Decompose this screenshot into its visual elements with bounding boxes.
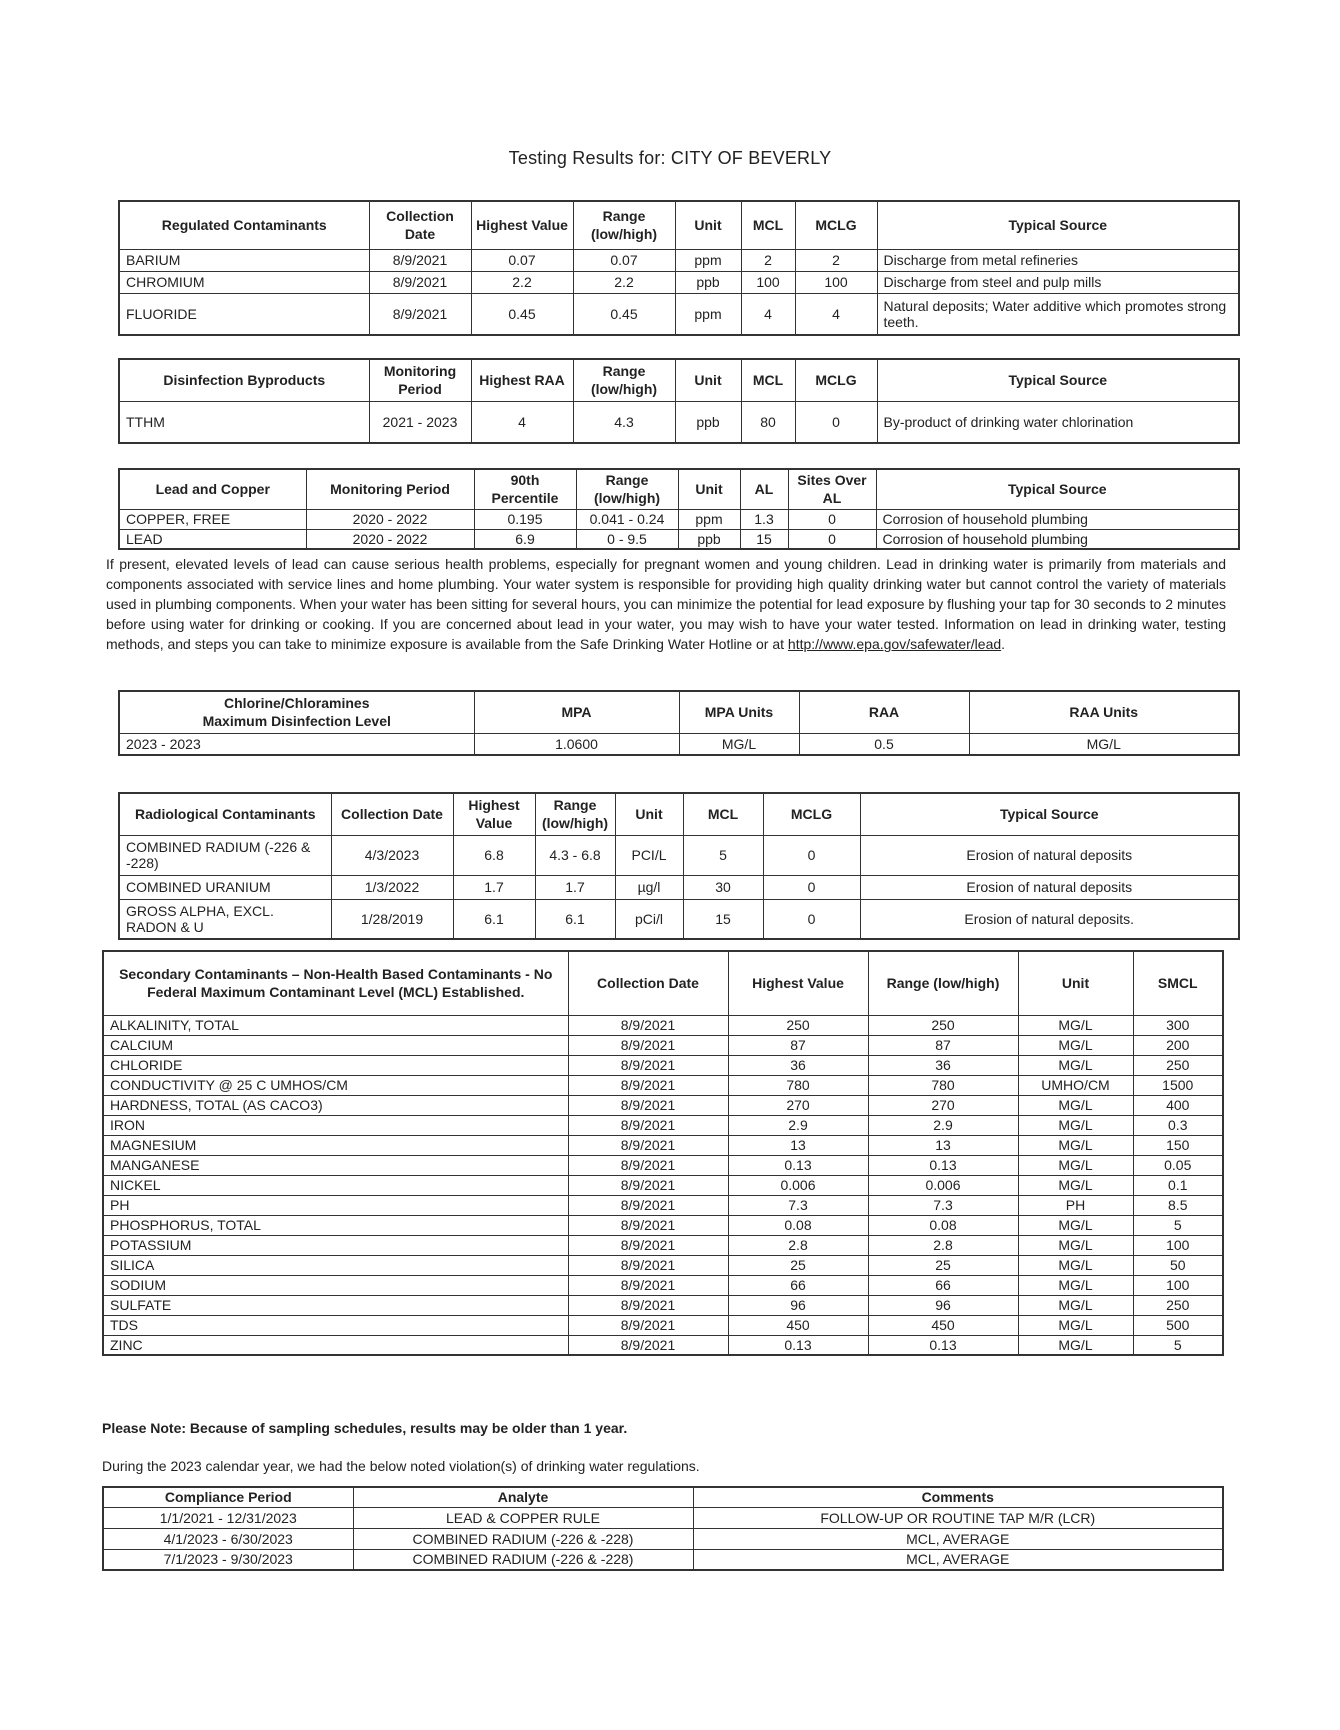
lead-copper-table <box>118 468 1240 550</box>
regulated-contaminants-table <box>118 200 1240 336</box>
table-cell: 8/9/2021 <box>568 1255 728 1275</box>
table-row <box>103 1075 1223 1095</box>
table-cell: 0.13 <box>728 1155 868 1175</box>
table-cell: CHROMIUM <box>119 271 369 293</box>
table-cell: 0 <box>795 401 877 443</box>
table-cell: 150 <box>1133 1135 1223 1155</box>
table-cell: 66 <box>728 1275 868 1295</box>
table-row <box>103 1155 1223 1175</box>
table-cell: Erosion of natural deposits <box>860 875 1239 899</box>
table-cell: 2023 - 2023 <box>119 733 474 755</box>
table-cell: 100 <box>1133 1235 1223 1255</box>
table-cell: 15 <box>740 529 788 549</box>
table-row <box>119 509 1239 529</box>
table-cell: 250 <box>868 1015 1018 1035</box>
table-row <box>119 835 1239 875</box>
table-cell: MG/L <box>1018 1255 1133 1275</box>
table-cell: MG/L <box>1018 1335 1133 1355</box>
table-cell: 0.041 - 0.24 <box>576 509 678 529</box>
table-row <box>119 401 1239 443</box>
epa-lead-link[interactable]: http://www.epa.gov/safewater/lead <box>787 636 1002 652</box>
table-cell: TTHM <box>119 401 369 443</box>
table-cell: 8/9/2021 <box>568 1035 728 1055</box>
table-cell: 2 <box>741 249 795 271</box>
table-cell: 0.07 <box>471 249 573 271</box>
column-header: Highest Value <box>471 201 573 249</box>
table-cell: 8.5 <box>1133 1195 1223 1215</box>
column-header: Unit <box>675 201 741 249</box>
table-cell: Corrosion of household plumbing <box>876 529 1239 549</box>
table-header-row <box>103 1487 1223 1507</box>
column-header: Comments <box>693 1487 1223 1507</box>
table-cell: 0.006 <box>868 1175 1018 1195</box>
table-cell: 500 <box>1133 1315 1223 1335</box>
table-row <box>103 1015 1223 1035</box>
column-header: Collection Date <box>568 951 728 1015</box>
table-header-row <box>119 691 1239 733</box>
column-header: MCLG <box>795 201 877 249</box>
table-cell: 0.45 <box>471 293 573 335</box>
table-cell: 4 <box>471 401 573 443</box>
table-cell: 8/9/2021 <box>568 1335 728 1355</box>
table-cell: 36 <box>728 1055 868 1075</box>
table-cell: 7.3 <box>868 1195 1018 1215</box>
lead-note-text: If present, elevated levels of lead can cause serious health problems, especially for pregnant women and young children. Lead in drinking water is primarily from materials and components associated with service lines and home plumbing. Your water system is responsible for providing high quality drinking water but cannot control the variety of materials used in plumbing components. When your water has been sitting for several hours, you can minimize the potential for lead exposure by flushing your tap for 30 seconds to 2 minutes before using water for drinking or cooking. If you are concerned about lead in your water, you may wish to have your water tested. Information on lead in drinking water, testing methods, and steps you can take to minimize exposure is available from the Safe Drinking Water Hotline or at <box>106 556 1226 652</box>
table-cell: 4 <box>795 293 877 335</box>
table-cell: µg/l <box>615 875 683 899</box>
table-row <box>119 733 1239 755</box>
table-cell: 200 <box>1133 1035 1223 1055</box>
table-cell: MCL, AVERAGE <box>693 1528 1223 1549</box>
table-cell: COMBINED RADIUM (-226 & -228) <box>353 1528 693 1549</box>
table-cell: SILICA <box>103 1255 568 1275</box>
table-row <box>103 1215 1223 1235</box>
table-cell: BARIUM <box>119 249 369 271</box>
table-row <box>103 1549 1223 1570</box>
table-cell: 8/9/2021 <box>568 1075 728 1095</box>
table-cell: 66 <box>868 1275 1018 1295</box>
column-header: Sites Over AL <box>788 469 876 509</box>
violations-table <box>102 1486 1224 1571</box>
column-header: Range (low/high) <box>573 359 675 401</box>
table-cell: 5 <box>1133 1335 1223 1355</box>
column-header: AL <box>740 469 788 509</box>
table-cell: 250 <box>728 1015 868 1035</box>
table-cell: MG/L <box>1018 1215 1133 1235</box>
table-cell: 5 <box>1133 1215 1223 1235</box>
table-cell: 0.13 <box>868 1155 1018 1175</box>
table-cell: CHLORIDE <box>103 1055 568 1075</box>
table-header-row <box>119 359 1239 401</box>
table-cell: Discharge from steel and pulp mills <box>877 271 1239 293</box>
table-row <box>103 1115 1223 1135</box>
table-cell: 8/9/2021 <box>568 1235 728 1255</box>
column-header: Secondary Contaminants – Non-Health Based Contaminants - No Federal Maximum Contaminant Level (MCL) Established. <box>103 951 568 1015</box>
table-cell: 0.006 <box>728 1175 868 1195</box>
table-cell: 8/9/2021 <box>568 1015 728 1035</box>
table-cell: MG/L <box>1018 1135 1133 1155</box>
table-cell: 8/9/2021 <box>568 1175 728 1195</box>
table-cell: 8/9/2021 <box>568 1315 728 1335</box>
column-header: SMCL <box>1133 951 1223 1015</box>
table-cell: MG/L <box>1018 1315 1133 1335</box>
table-cell: 15 <box>683 899 763 939</box>
page-title: Testing Results for: CITY OF BEVERLY <box>508 148 832 168</box>
table-cell: 8/9/2021 <box>369 271 471 293</box>
table-row <box>103 1507 1223 1528</box>
table-cell: 0.08 <box>728 1215 868 1235</box>
table-cell: 4/1/2023 - 6/30/2023 <box>103 1528 353 1549</box>
column-header: Radiological Contaminants <box>119 793 331 835</box>
column-header: Range (low/high) <box>868 951 1018 1015</box>
table-cell: 0.08 <box>868 1215 1018 1235</box>
table-cell: MG/L <box>969 733 1239 755</box>
table-cell: 250 <box>1133 1055 1223 1075</box>
table-row <box>103 1195 1223 1215</box>
table-row <box>103 1235 1223 1255</box>
table-cell: 2020 - 2022 <box>306 509 474 529</box>
table-cell: 270 <box>728 1095 868 1115</box>
column-header: Chlorine/Chloramines Maximum Disinfection Level <box>119 691 474 733</box>
table-cell: 6.1 <box>453 899 535 939</box>
table-cell: 2.2 <box>573 271 675 293</box>
column-header: Monitoring Period <box>369 359 471 401</box>
table-cell: 0 <box>763 899 860 939</box>
table-cell: Natural deposits; Water additive which promotes strong teeth. <box>877 293 1239 335</box>
table-cell: 8/9/2021 <box>369 249 471 271</box>
table-cell: 6.8 <box>453 835 535 875</box>
table-cell: SODIUM <box>103 1275 568 1295</box>
table-cell: 96 <box>868 1295 1018 1315</box>
table-cell: 1.7 <box>453 875 535 899</box>
table-cell: MG/L <box>1018 1095 1133 1115</box>
table-cell: MCL, AVERAGE <box>693 1549 1223 1570</box>
column-header: Disinfection Byproducts <box>119 359 369 401</box>
table-cell: LEAD <box>119 529 306 549</box>
table-cell: HARDNESS, TOTAL (AS CACO3) <box>103 1095 568 1115</box>
table-cell: MAGNESIUM <box>103 1135 568 1155</box>
table-cell: 2 <box>795 249 877 271</box>
table-cell: 0.05 <box>1133 1155 1223 1175</box>
column-header: Unit <box>675 359 741 401</box>
table-cell: Erosion of natural deposits. <box>860 899 1239 939</box>
table-cell: Erosion of natural deposits <box>860 835 1239 875</box>
column-header: RAA <box>799 691 969 733</box>
table-header-row <box>119 201 1239 249</box>
table-cell: 36 <box>868 1055 1018 1075</box>
table-cell: PCI/L <box>615 835 683 875</box>
table-row <box>103 1335 1223 1355</box>
table-row <box>119 529 1239 549</box>
table-cell: 13 <box>728 1135 868 1155</box>
table-cell: 8/9/2021 <box>568 1115 728 1135</box>
table-cell: 0 <box>763 835 860 875</box>
column-header: Collection Date <box>331 793 453 835</box>
table-cell: ALKALINITY, TOTAL <box>103 1015 568 1035</box>
column-header: Typical Source <box>860 793 1239 835</box>
table-cell: ppm <box>675 249 741 271</box>
column-header: Typical Source <box>877 359 1239 401</box>
radiological-contaminants-table <box>118 792 1240 940</box>
table-row <box>119 875 1239 899</box>
table-cell: 4/3/2023 <box>331 835 453 875</box>
table-cell: GROSS ALPHA, EXCL. RADON & U <box>119 899 331 939</box>
column-header: MCLG <box>795 359 877 401</box>
table-cell: 7.3 <box>728 1195 868 1215</box>
table-cell: 400 <box>1133 1095 1223 1115</box>
column-header: Unit <box>1018 951 1133 1015</box>
table-row <box>103 1255 1223 1275</box>
table-cell: 6.9 <box>474 529 576 549</box>
table-row <box>103 1095 1223 1115</box>
table-cell: 4 <box>741 293 795 335</box>
violations-intro-text: During the 2023 calendar year, we had the below noted violation(s) of drinking water regulations. <box>102 1458 700 1474</box>
table-cell: MG/L <box>1018 1055 1133 1075</box>
table-header-row <box>103 951 1223 1015</box>
table-row <box>103 1055 1223 1075</box>
table-cell: FOLLOW-UP OR ROUTINE TAP M/R (LCR) <box>693 1507 1223 1528</box>
column-header: Lead and Copper <box>119 469 306 509</box>
column-header: Highest Value <box>728 951 868 1015</box>
table-row <box>103 1275 1223 1295</box>
table-row <box>103 1528 1223 1549</box>
table-cell: 8/9/2021 <box>568 1275 728 1295</box>
table-cell: By-product of drinking water chlorination <box>877 401 1239 443</box>
table-cell: 2020 - 2022 <box>306 529 474 549</box>
table-cell: MG/L <box>679 733 799 755</box>
column-header: Range (low/high) <box>535 793 615 835</box>
table-cell: 1.3 <box>740 509 788 529</box>
table-cell: 5 <box>683 835 763 875</box>
table-cell: 2.9 <box>728 1115 868 1135</box>
table-cell: MG/L <box>1018 1295 1133 1315</box>
table-cell: 450 <box>868 1315 1018 1335</box>
table-cell: MANGANESE <box>103 1155 568 1175</box>
violations-intro <box>102 1456 1222 1476</box>
table-cell: SULFATE <box>103 1295 568 1315</box>
table-cell: 100 <box>795 271 877 293</box>
chlorine-chloramines-table <box>118 690 1240 756</box>
table-cell: 2.9 <box>868 1115 1018 1135</box>
table-cell: NICKEL <box>103 1175 568 1195</box>
table-cell: LEAD & COPPER RULE <box>353 1507 693 1528</box>
table-row <box>119 271 1239 293</box>
secondary-table-body <box>103 1015 1223 1355</box>
table-cell: PH <box>103 1195 568 1215</box>
table-cell: ppb <box>675 271 741 293</box>
column-header: Unit <box>678 469 740 509</box>
table-cell: 0 <box>788 529 876 549</box>
table-cell: MG/L <box>1018 1175 1133 1195</box>
table-cell: pCi/l <box>615 899 683 939</box>
table-cell: 250 <box>1133 1295 1223 1315</box>
table-cell: 8/9/2021 <box>369 293 471 335</box>
table-header-row <box>119 469 1239 509</box>
table-cell: 13 <box>868 1135 1018 1155</box>
table-cell: MG/L <box>1018 1035 1133 1055</box>
table-row <box>119 249 1239 271</box>
table-cell: 450 <box>728 1315 868 1335</box>
table-row <box>103 1175 1223 1195</box>
table-row <box>103 1315 1223 1335</box>
table-cell: MG/L <box>1018 1015 1133 1035</box>
column-header: MCLG <box>763 793 860 835</box>
table-row <box>119 899 1239 939</box>
table-cell: 0.13 <box>728 1335 868 1355</box>
column-header: Typical Source <box>876 469 1239 509</box>
table-row <box>103 1135 1223 1155</box>
table-cell: COMBINED URANIUM <box>119 875 331 899</box>
table-row <box>119 293 1239 335</box>
table-cell: 1/3/2022 <box>331 875 453 899</box>
column-header: MPA <box>474 691 679 733</box>
table-cell: 8/9/2021 <box>568 1055 728 1075</box>
table-cell: FLUORIDE <box>119 293 369 335</box>
table-cell: 2.8 <box>728 1235 868 1255</box>
table-cell: 0 - 9.5 <box>576 529 678 549</box>
column-header: MPA Units <box>679 691 799 733</box>
column-header: Highest Value <box>453 793 535 835</box>
table-row <box>103 1295 1223 1315</box>
table-cell: Discharge from metal refineries <box>877 249 1239 271</box>
table-cell: 0.07 <box>573 249 675 271</box>
table-cell: MG/L <box>1018 1115 1133 1135</box>
table-cell: COMBINED RADIUM (-226 & -228) <box>353 1549 693 1570</box>
table-cell: 25 <box>868 1255 1018 1275</box>
table-cell: TDS <box>103 1315 568 1335</box>
table-cell: 0 <box>763 875 860 899</box>
table-cell: MG/L <box>1018 1275 1133 1295</box>
table-cell: 6.1 <box>535 899 615 939</box>
table-cell: 87 <box>728 1035 868 1055</box>
secondary-contaminants-table <box>102 950 1224 1356</box>
table-cell: 1.0600 <box>474 733 679 755</box>
table-cell: 0 <box>788 509 876 529</box>
column-header: MCL <box>741 201 795 249</box>
table-cell: 8/9/2021 <box>568 1155 728 1175</box>
table-cell: 8/9/2021 <box>568 1135 728 1155</box>
table-cell: 50 <box>1133 1255 1223 1275</box>
table-cell: ppb <box>675 401 741 443</box>
table-cell: POTASSIUM <box>103 1235 568 1255</box>
column-header: 90th Percentile <box>474 469 576 509</box>
table-cell: 0.13 <box>868 1335 1018 1355</box>
table-cell: UMHO/CM <box>1018 1075 1133 1095</box>
table-cell: 300 <box>1133 1015 1223 1035</box>
please-note-text: Please Note: Because of sampling schedules, results may be older than 1 year. <box>102 1420 628 1436</box>
table-cell: 8/9/2021 <box>568 1095 728 1115</box>
table-cell: ZINC <box>103 1335 568 1355</box>
table-cell: 8/9/2021 <box>568 1195 728 1215</box>
table-cell: 1/28/2019 <box>331 899 453 939</box>
table-cell: 0.195 <box>474 509 576 529</box>
column-header: Typical Source <box>877 201 1239 249</box>
table-cell: 1500 <box>1133 1075 1223 1095</box>
table-cell: 96 <box>728 1295 868 1315</box>
column-header: Regulated Contaminants <box>119 201 369 249</box>
column-header: MCL <box>741 359 795 401</box>
table-cell: 780 <box>868 1075 1018 1095</box>
table-cell: 270 <box>868 1095 1018 1115</box>
column-header: MCL <box>683 793 763 835</box>
table-cell: 87 <box>868 1035 1018 1055</box>
table-cell: 2.8 <box>868 1235 1018 1255</box>
table-cell: 2021 - 2023 <box>369 401 471 443</box>
table-cell: 80 <box>741 401 795 443</box>
table-row <box>103 1035 1223 1055</box>
column-header: Range (low/high) <box>576 469 678 509</box>
column-header: Monitoring Period <box>306 469 474 509</box>
table-cell: 0.1 <box>1133 1175 1223 1195</box>
column-header: Unit <box>615 793 683 835</box>
table-cell: ppm <box>678 509 740 529</box>
disinfection-byproducts-table <box>118 358 1240 444</box>
table-cell: MG/L <box>1018 1235 1133 1255</box>
table-cell: 780 <box>728 1075 868 1095</box>
column-header: Collection Date <box>369 201 471 249</box>
table-cell: 25 <box>728 1255 868 1275</box>
table-cell: CONDUCTIVITY @ 25 C UMHOS/CM <box>103 1075 568 1095</box>
table-cell: ppb <box>678 529 740 549</box>
table-cell: 0.45 <box>573 293 675 335</box>
table-cell: 8/9/2021 <box>568 1215 728 1235</box>
table-cell: 2.2 <box>471 271 573 293</box>
lead-information-paragraph: If present, elevated levels of lead can cause serious health problems, especially for pregnant women and young children. Lead in drinking water is primarily from materials and components associated with service lines and home plumbing. Your water system is responsible for providing high quality drinking water but cannot control the variety of materials used in plumbing components. When your water has been sitting for several hours, you can minimize the potential for lead exposure by flushing your tap for 30 seconds to 2 minutes before using water for drinking or cooking. If you are concerned about lead in your water, you may wish to have your water tested. Information on lead in drinking water, testing methods, and steps you can take to minimize exposure is available from the Safe Drinking Water Hotline or at http://www.epa.gov/safewater/lead. <box>106 556 1226 652</box>
table-cell: MG/L <box>1018 1155 1133 1175</box>
table-cell: 30 <box>683 875 763 899</box>
table-cell: 100 <box>741 271 795 293</box>
table-cell: ppm <box>675 293 741 335</box>
table-cell: 0.3 <box>1133 1115 1223 1135</box>
table-cell: PH <box>1018 1195 1133 1215</box>
table-cell: IRON <box>103 1115 568 1135</box>
table-cell: 4.3 - 6.8 <box>535 835 615 875</box>
table-cell: CALCIUM <box>103 1035 568 1055</box>
column-header: Analyte <box>353 1487 693 1507</box>
table-header-row <box>119 793 1239 835</box>
table-cell: 0.5 <box>799 733 969 755</box>
table-cell: PHOSPHORUS, TOTAL <box>103 1215 568 1235</box>
column-header: Compliance Period <box>103 1487 353 1507</box>
table-cell: 1.7 <box>535 875 615 899</box>
table-cell: COPPER, FREE <box>119 509 306 529</box>
table-cell: Corrosion of household plumbing <box>876 509 1239 529</box>
table-cell: 4.3 <box>573 401 675 443</box>
column-header: Range (low/high) <box>573 201 675 249</box>
table-cell: 7/1/2023 - 9/30/2023 <box>103 1549 353 1570</box>
please-note <box>102 1418 1222 1438</box>
table-cell: 8/9/2021 <box>568 1295 728 1315</box>
table-cell: 100 <box>1133 1275 1223 1295</box>
column-header: RAA Units <box>969 691 1239 733</box>
table-cell: 1/1/2021 - 12/31/2023 <box>103 1507 353 1528</box>
table-cell: COMBINED RADIUM (-226 & -228) <box>119 835 331 875</box>
column-header: Highest RAA <box>471 359 573 401</box>
